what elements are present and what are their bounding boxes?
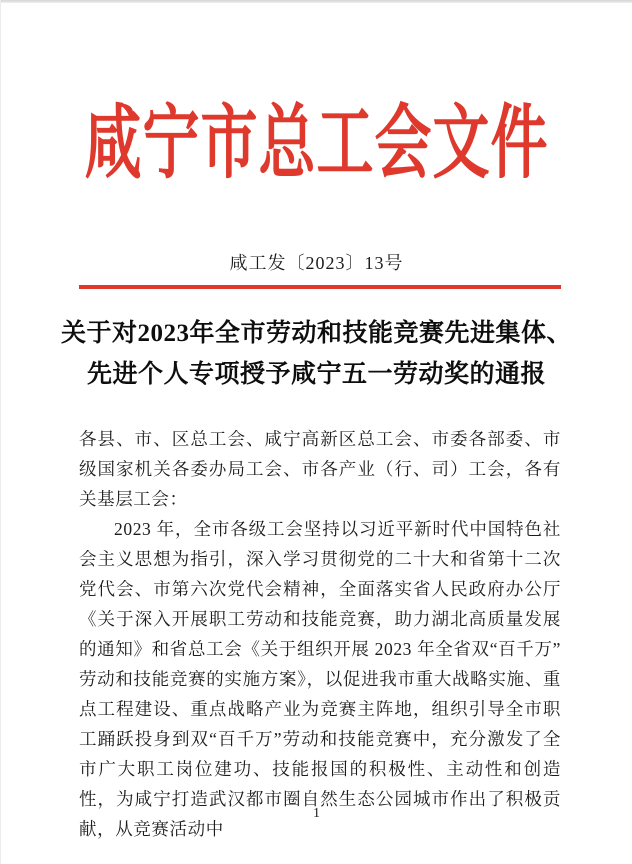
title-line: 关于对2023年全市劳动和技能竞赛先进集体、 xyxy=(60,320,572,347)
body-paragraph: 各县、市、区总工会、咸宁高新区总工会、市委各部委、市级国家机关各委办局工会、市各产业（行、司）工会，各有关基层工会： xyxy=(79,429,561,509)
page-number: 1 xyxy=(313,806,320,821)
scan-edge xyxy=(1,0,632,3)
body-paragraph: 2023 年，全市各级工会坚持以习近平新时代中国特色社会主义思想为指引，深入学习贯彻党的二十大和省第十二次党代会、市第六次党代会精神，全面落实省人民政府办公厅《关于深入开展职工劳动和技能竞赛，助力湖北高质量发展的通知》和省总工会《关于组织开展 2023 年全省双“百千万”劳动和技能竞赛的实施方案》，以促进我市重大战略实施、重点工程建设、重点战略产业为竞赛主阵地，组织引导全市职工踊跃投身到双“百千万”劳动和技能竞赛中，充分激发了全市广大职工岗位建功、技能报国的积极性、主动性和创造性，为咸宁打造武汉都市圈自然生态公园城市作出了积极贡献，从竞赛活动中 xyxy=(79,519,561,839)
title-line: 先进个人专项授予咸宁五一劳动奖的通报 xyxy=(86,361,546,388)
red-divider-line xyxy=(79,285,561,289)
document-title xyxy=(41,313,592,395)
doc-number: 咸工发〔2023〕13号 xyxy=(229,253,404,273)
org-title: 咸宁市总工会文件 xyxy=(84,99,549,190)
document-body xyxy=(79,424,561,844)
